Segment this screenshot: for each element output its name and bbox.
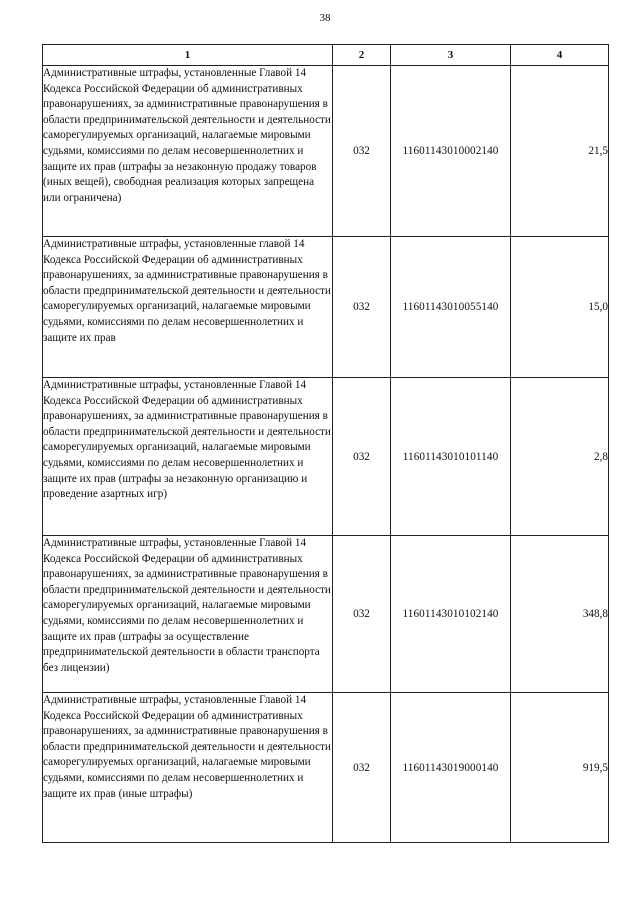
table-row [43, 536, 609, 693]
row-kbk-code: 11601143010101140 [391, 378, 511, 536]
row-admin-code: 032 [333, 66, 391, 237]
row-amount: 15,0 [511, 237, 609, 378]
row-description: Административные штрафы, установленные главой 14 Кодекса Российской Федерации об административных правонарушениях, за административные правонарушения в области предпринимательской деятельности и деятельности саморегулируемых организаций, налагаемые мировыми судьями, комиссиями по делам несовершеннолетних и защите их прав [43, 237, 333, 378]
row-amount: 919,5 [511, 693, 609, 843]
row-amount: 21,5 [511, 66, 609, 237]
row-amount: 348,8 [511, 536, 609, 693]
row-kbk-code: 11601143010102140 [391, 536, 511, 693]
row-kbk-code: 11601143010055140 [391, 237, 511, 378]
table-row [43, 693, 609, 843]
row-description: Административные штрафы, установленные Главой 14 Кодекса Российской Федерации об административных правонарушениях, за административные правонарушения в области предпринимательской деятельности и деятельности саморегулируемых организаций, налагаемые мировыми судьями, комиссиями по делам несовершеннолетних и защите их прав (штрафы за осуществление предпринимательской деятельности в области транспорта без лицензии) [43, 536, 333, 693]
column-header-description: 1 [43, 45, 333, 66]
column-header-admin-code: 2 [333, 45, 391, 66]
column-header-amount: 4 [511, 45, 609, 66]
column-header-kbk: 3 [391, 45, 511, 66]
row-admin-code: 032 [333, 693, 391, 843]
table-row [43, 237, 609, 378]
budget-revenue-table [42, 44, 609, 843]
table-row [43, 378, 609, 536]
table-row [43, 66, 609, 237]
table-header-row [43, 45, 609, 66]
row-description: Административные штрафы, установленные Главой 14 Кодекса Российской Федерации об административных правонарушениях, за административные правонарушения в области предпринимательской деятельности и деятельности саморегулируемых организаций, налагаемые мировыми судьями, комиссиями по делам несовершеннолетних и защите их прав (штрафы за незаконную продажу товаров (иных вещей), свободная реализация которых запрещена или ограничена) [43, 66, 333, 237]
row-kbk-code: 11601143010002140 [391, 66, 511, 237]
page-number: 38 [319, 12, 331, 24]
row-amount: 2,8 [511, 378, 609, 536]
row-admin-code: 032 [333, 378, 391, 536]
row-kbk-code: 11601143019000140 [391, 693, 511, 843]
row-description: Административные штрафы, установленные Главой 14 Кодекса Российской Федерации об административных правонарушениях, за административные правонарушения в области предпринимательской деятельности и деятельности саморегулируемых организаций, налагаемые мировыми судьями, комиссиями по делам несовершеннолетних и защите их прав (иные штрафы) [43, 693, 333, 843]
row-description: Административные штрафы, установленные Главой 14 Кодекса Российской Федерации об административных правонарушениях, за административные правонарушения в области предпринимательской деятельности и деятельности саморегулируемых организаций, налагаемые мировыми судьями, комиссиями по делам несовершеннолетних и защите их прав (штрафы за незаконную организацию и проведение азартных игр) [43, 378, 333, 536]
row-admin-code: 032 [333, 237, 391, 378]
row-admin-code: 032 [333, 536, 391, 693]
